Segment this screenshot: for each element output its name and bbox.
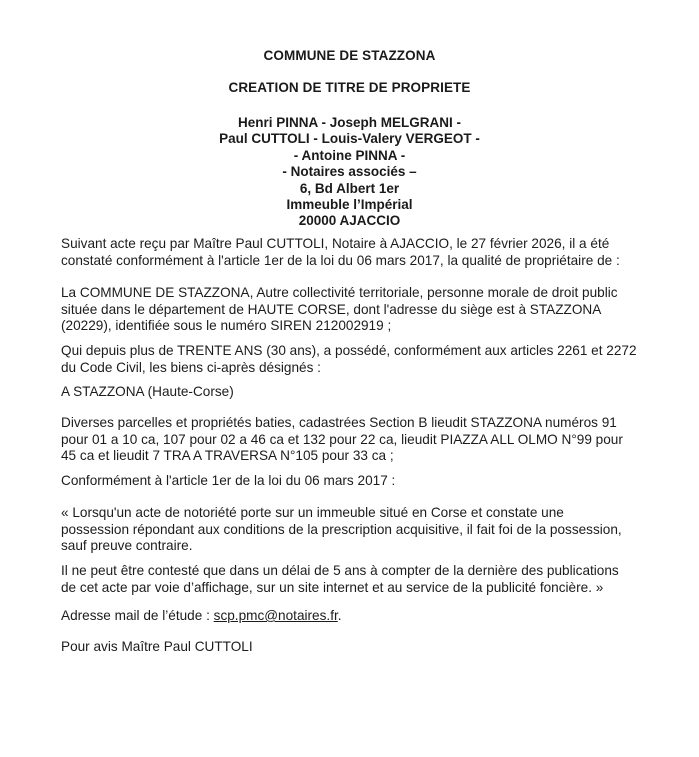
paragraph-possession <box>61 343 681 376</box>
text-line: sauf preuve contraire. <box>61 538 193 554</box>
text-line: 45 ca et lieudit 7 TRA A TRAVERSA N°105 pour 33 ca ; <box>61 448 394 464</box>
notary-header <box>0 115 699 230</box>
text-line: possession répondant aux conditions de la prescription acquisitive, il fait foi de la possession, <box>61 521 622 537</box>
text-line: Diverses parcelles et propriétés baties, cadastrées Section B lieudit STAZZONA numéros 91 <box>61 415 617 430</box>
signature-line <box>61 639 681 656</box>
text-line: Suivant acte reçu par Maître Paul CUTTOLI, Notaire à AJACCIO, le 27 février 2026, il a été <box>61 236 610 251</box>
signature-text: Pour avis Maître Paul CUTTOLI <box>61 639 253 654</box>
paragraph-parcels <box>61 415 681 465</box>
text-line: Qui depuis plus de TRENTE ANS (30 ans), a possédé, conformément aux articles 2261 et 2272 <box>61 343 637 358</box>
email-link[interactable]: scp.pmc@notaires.fr <box>213 608 338 623</box>
notary-address-building: Immeuble l’Impérial <box>286 197 413 213</box>
text-line: constaté conformément à l'article 1er de la loi du 06 mars 2017, la qualité de propriétaire de : <box>61 252 620 268</box>
text-line: de cet acte par voie d’affichage, sur un site internet et au service de la publicité foncière. » <box>61 579 604 595</box>
email-line <box>61 608 681 625</box>
text-line: A STAZZONA (Haute-Corse) <box>61 384 234 399</box>
text-line: du Code Civil, les biens ci-après désignés : <box>61 359 321 375</box>
email-label: Adresse mail de l’étude : <box>61 608 214 623</box>
text-line: pour 01 a 10 ca, 107 pour 02 a 46 ca et 132 pour 22 ca, lieudit PIAZZA ALL OLMO N°99 pour <box>61 431 623 447</box>
document-title: COMMUNE DE STAZZONA <box>263 48 436 63</box>
paragraph-contest-delay <box>61 563 681 596</box>
document-subtitle: CREATION DE TITRE DE PROPRIETE <box>228 80 471 95</box>
email-suffix: . <box>337 608 342 623</box>
paragraph-quote-notoriety <box>61 505 681 555</box>
notary-address-street: 6, Bd Albert 1er <box>299 180 400 196</box>
text-line: Il ne peut être contesté que dans un délai de 5 ans à compter de la dernière des publications <box>61 563 619 578</box>
notary-names-line-1: Henri PINNA - Joseph MELGRANI - <box>237 115 461 130</box>
notary-names-line-2: Paul CUTTOLI - Louis-Valery VERGEOT - <box>219 131 480 147</box>
notary-address-city: 20000 AJACCIO <box>298 213 401 229</box>
paragraph-legal-reference <box>61 473 681 490</box>
notary-names-line-3: - Antoine PINNA - <box>293 147 406 163</box>
text-line: « Lorsqu'un acte de notoriété porte sur un immeuble situé en Corse et constate une <box>61 505 564 520</box>
email-line-content <box>61 608 681 625</box>
text-line: Conformément à l'article 1er de la loi du 06 mars 2017 : <box>61 473 396 488</box>
paragraph-owner-identity <box>61 285 681 335</box>
text-line: La COMMUNE DE STAZZONA, Autre collectivité territoriale, personne morale de droit public <box>61 285 618 300</box>
paragraph-location <box>61 384 681 401</box>
text-line: située dans le département de HAUTE CORSE, dont l'adresse du siège est à STAZZONA <box>61 301 602 317</box>
notary-associates-label: - Notaires associés – <box>282 164 417 180</box>
paragraph-act-received <box>61 236 681 269</box>
text-line: (20229), identifiée sous le numéro SIREN 212002919 ; <box>61 318 392 334</box>
